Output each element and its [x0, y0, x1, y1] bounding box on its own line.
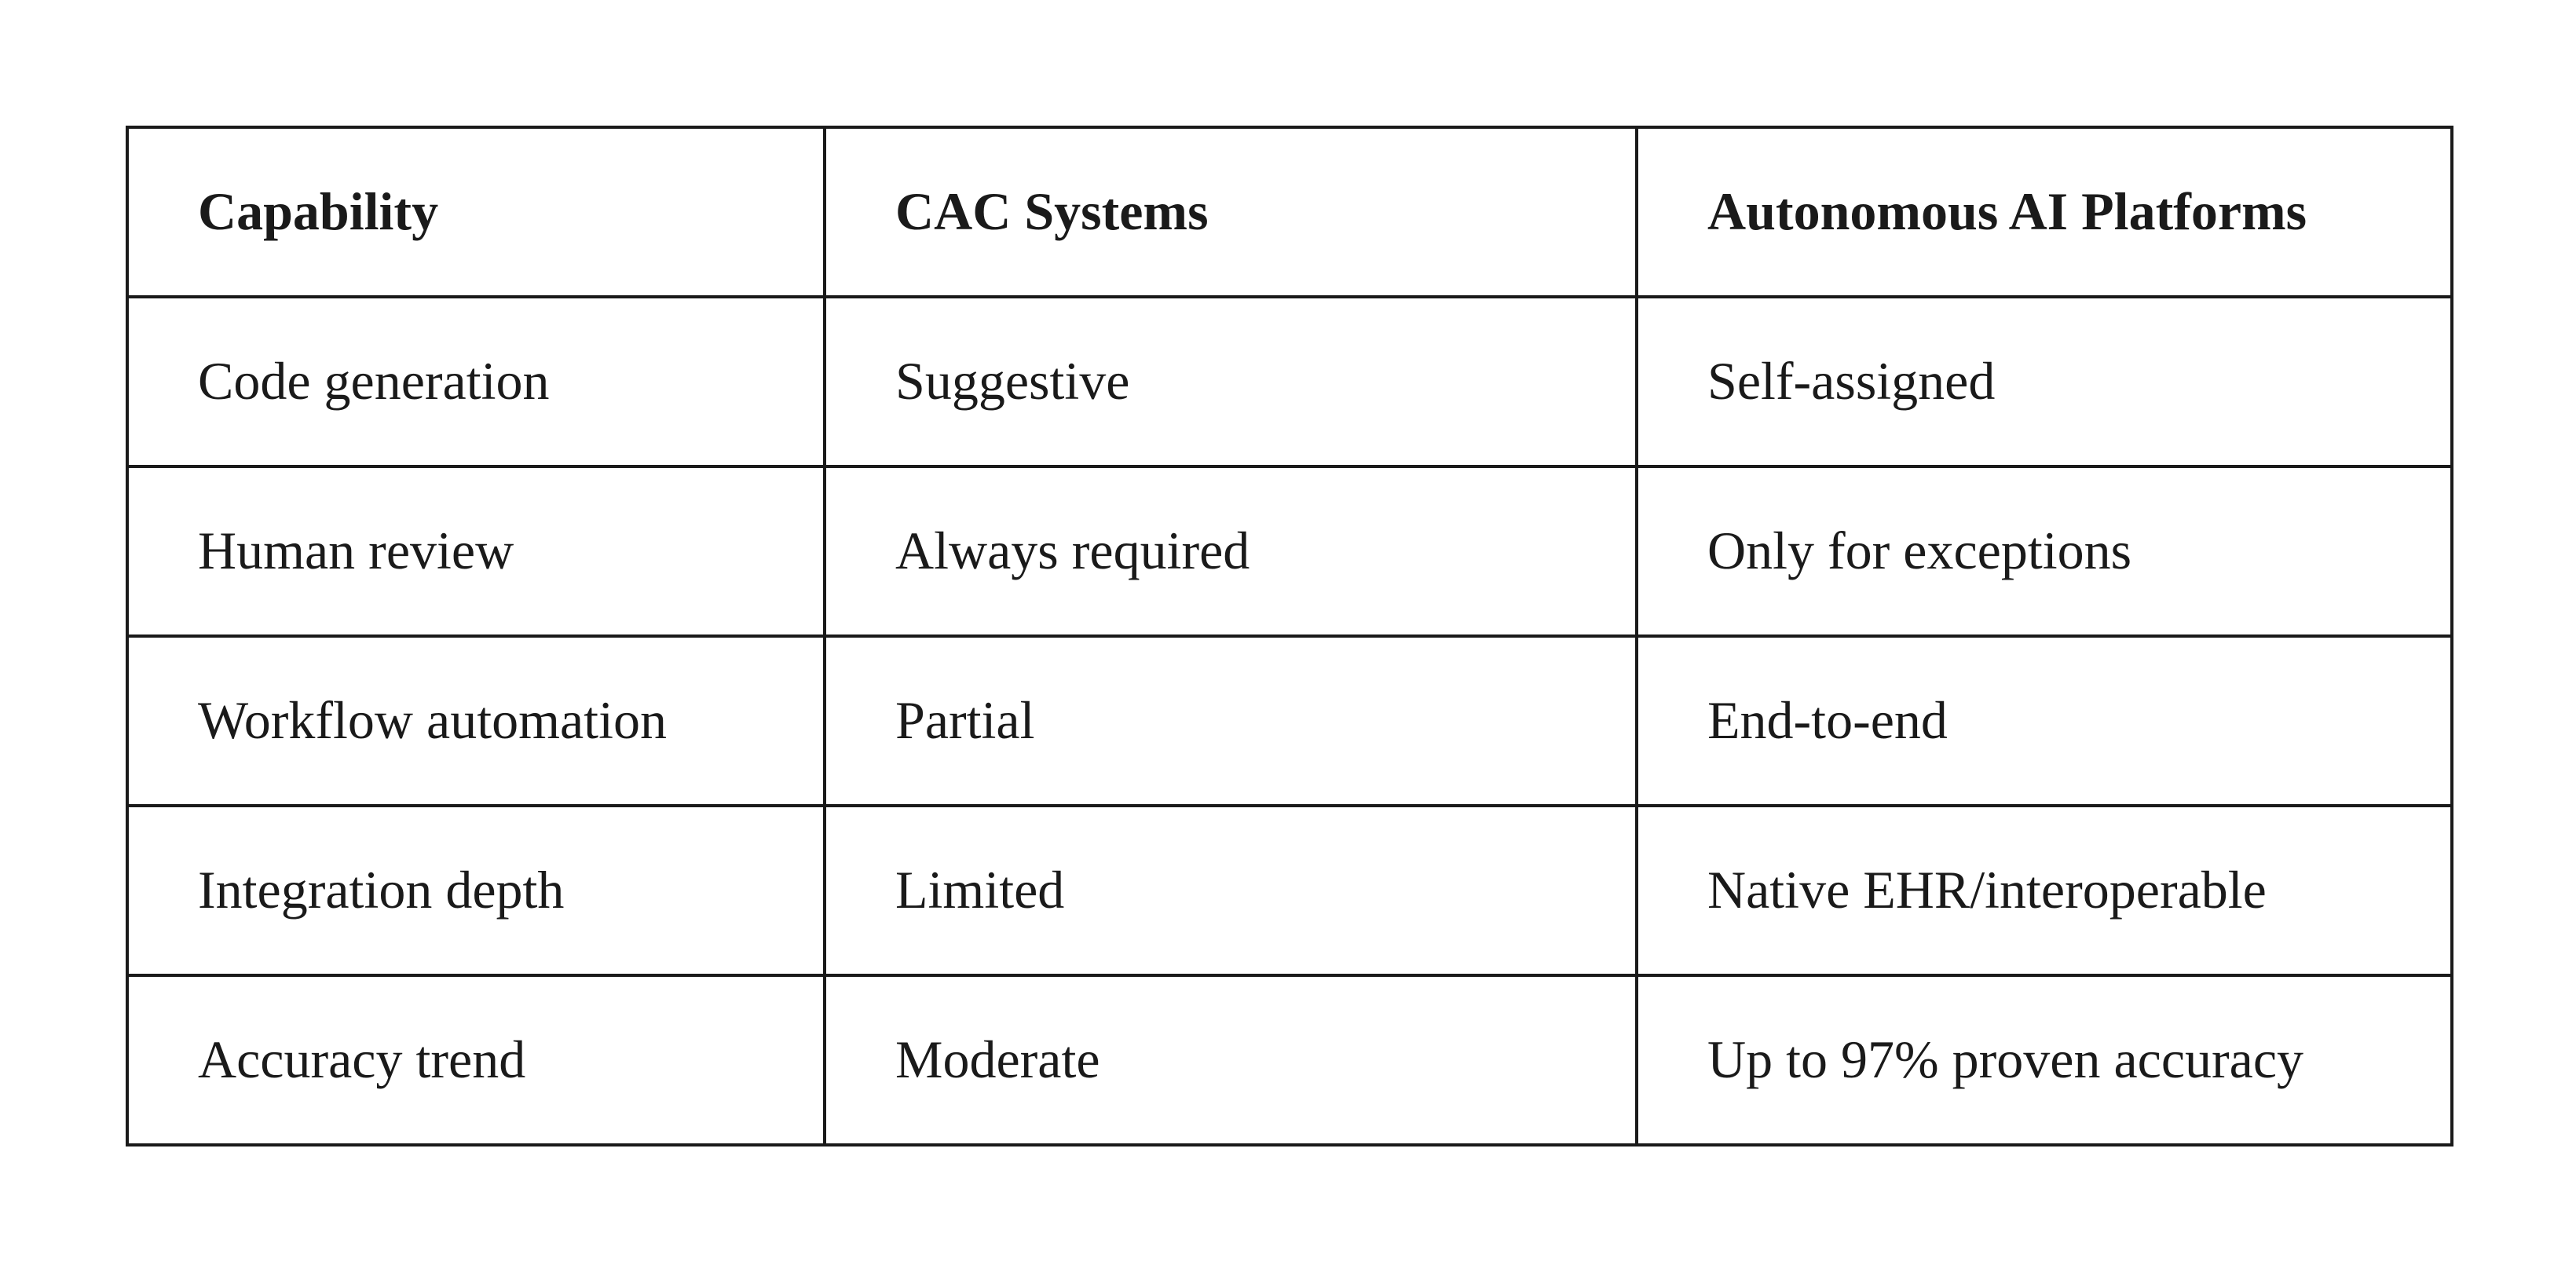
- table-cell: Limited: [825, 806, 1637, 975]
- table-cell: Native EHR/interoperable: [1637, 806, 2452, 975]
- table-row: [127, 975, 2452, 1145]
- comparison-table-container: [126, 126, 2450, 1146]
- table-cell: Code generation: [127, 297, 825, 466]
- comparison-table: [126, 126, 2453, 1146]
- table-cell: Partial: [825, 636, 1637, 806]
- table-cell: Accuracy trend: [127, 975, 825, 1145]
- table-header-row: [127, 127, 2452, 297]
- table-row: [127, 806, 2452, 975]
- table-cell: Integration depth: [127, 806, 825, 975]
- table-row: [127, 636, 2452, 806]
- table-cell: End-to-end: [1637, 636, 2452, 806]
- table-row: [127, 466, 2452, 636]
- table-row: [127, 297, 2452, 466]
- table-cell: Always required: [825, 466, 1637, 636]
- table-cell: Up to 97% proven accuracy: [1637, 975, 2452, 1145]
- header-capability: Capability: [127, 127, 825, 297]
- table-cell: Moderate: [825, 975, 1637, 1145]
- table-cell: Human review: [127, 466, 825, 636]
- table-cell: Self-assigned: [1637, 297, 2452, 466]
- table-cell: Workflow automation: [127, 636, 825, 806]
- table-cell: Only for exceptions: [1637, 466, 2452, 636]
- table-cell: Suggestive: [825, 297, 1637, 466]
- header-autonomous-ai-platforms: Autonomous AI Platforms: [1637, 127, 2452, 297]
- header-cac-systems: CAC Systems: [825, 127, 1637, 297]
